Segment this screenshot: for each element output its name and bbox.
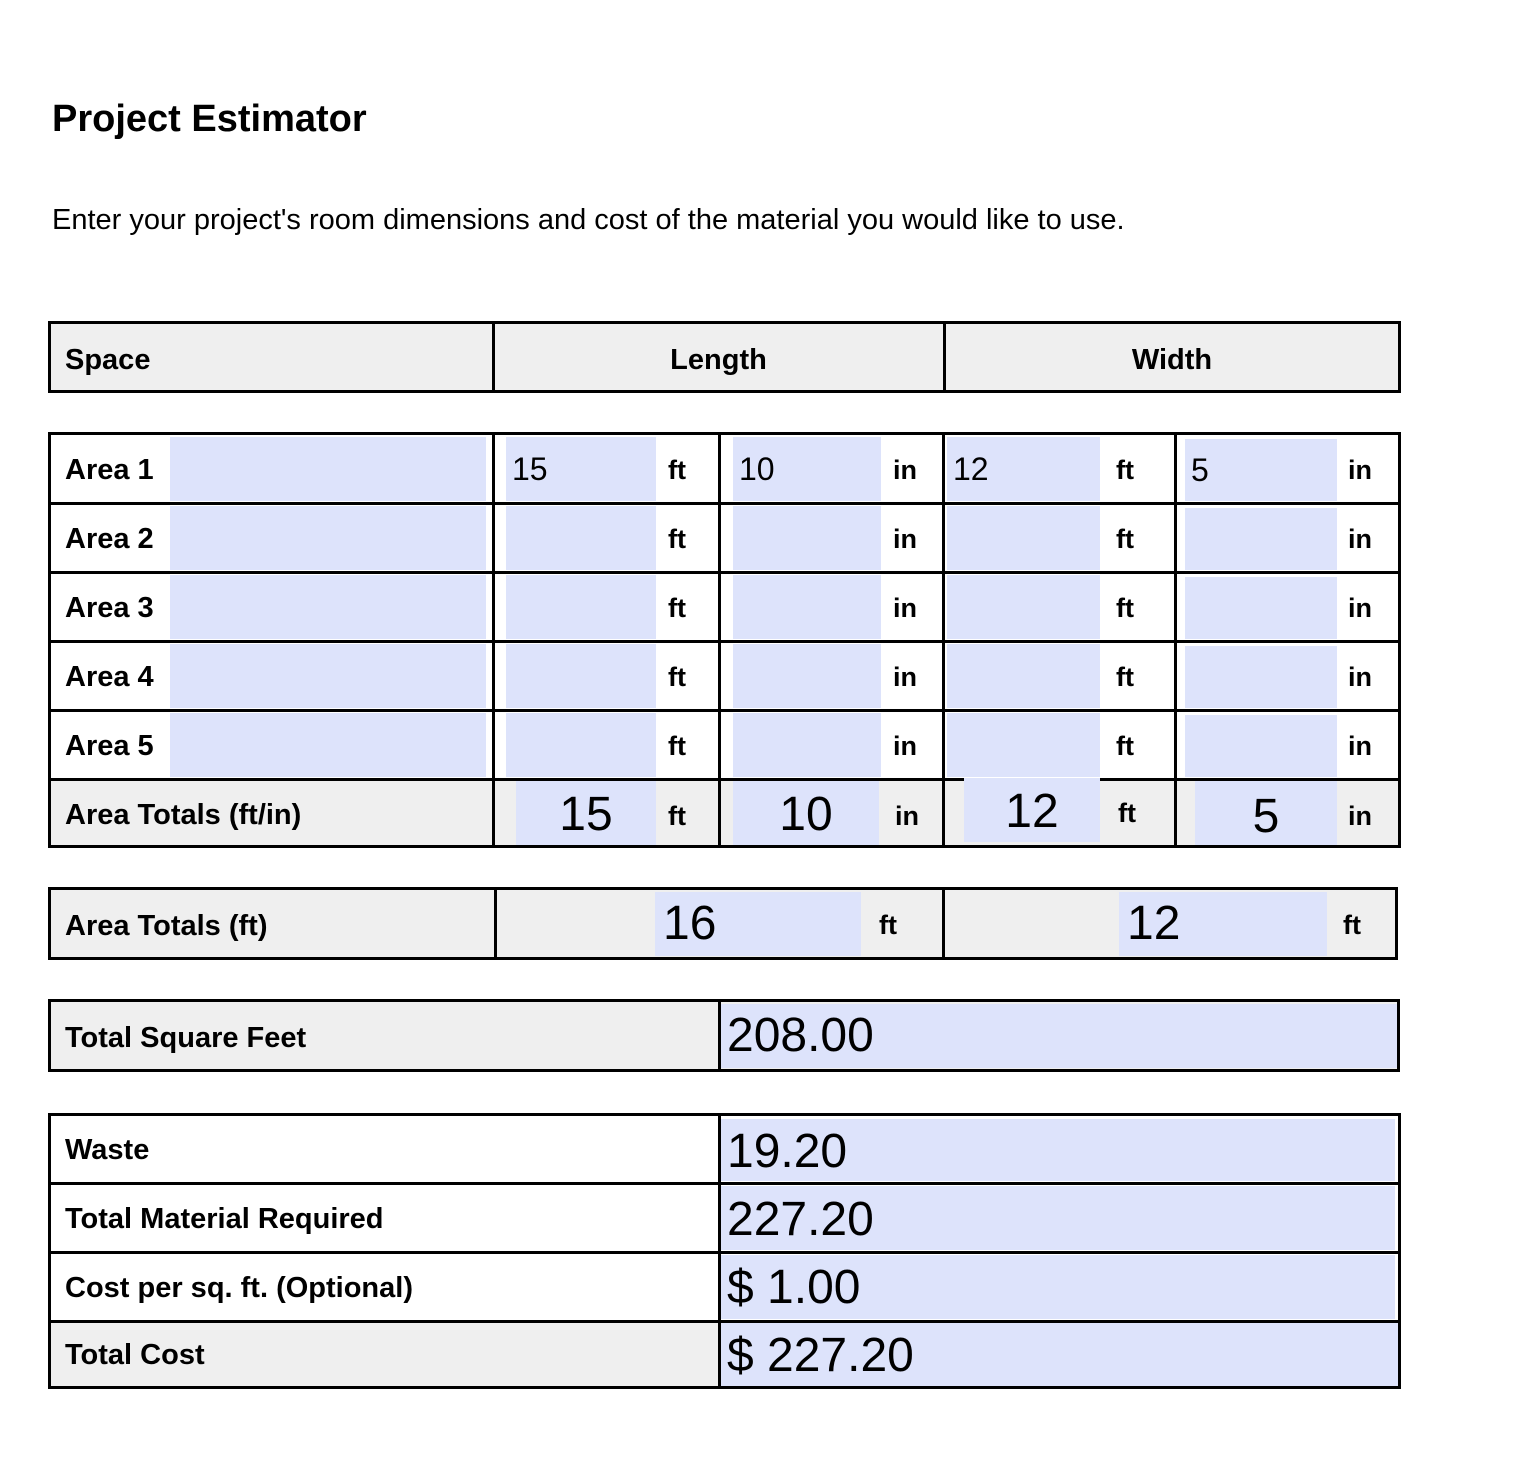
unit-ft: ft [1116, 455, 1134, 485]
areas-table [48, 432, 1401, 848]
width-in-input[interactable] [1185, 646, 1337, 708]
divider [492, 435, 495, 845]
length-in-input[interactable] [733, 437, 881, 501]
page-intro: Enter your project's room dimensions and cost of the material you would like to use. [52, 204, 1125, 236]
area-totals-ft-label: Area Totals (ft) [65, 910, 268, 942]
totals-width-ft: 12 [964, 778, 1100, 842]
unit-in: in [893, 662, 917, 692]
unit-in: in [893, 455, 917, 485]
width-ft-input[interactable] [947, 506, 1100, 570]
width-in-input[interactable] [1185, 577, 1337, 639]
total-cost-label: Total Cost [65, 1339, 205, 1371]
total-square-feet-row [48, 999, 1400, 1072]
summary-row [51, 1185, 1398, 1251]
total-square-feet-value: 208.00 [721, 1004, 1397, 1068]
area-name-input[interactable] [170, 575, 486, 639]
area-label: Area 3 [65, 592, 154, 624]
header-row [48, 321, 1401, 393]
unit-in: in [1348, 731, 1372, 761]
area-totals-width-ft: 12 [1119, 892, 1327, 956]
length-in-input[interactable] [733, 575, 881, 639]
divider [1174, 435, 1177, 845]
length-ft-input[interactable] [506, 575, 656, 639]
header-width: Width [1131, 344, 1213, 376]
summary-row [51, 1254, 1398, 1320]
unit-ft: ft [1116, 593, 1134, 623]
unit-in: in [1348, 662, 1372, 692]
unit-ft: ft [1116, 662, 1134, 692]
divider [51, 709, 1398, 712]
unit-ft: ft [668, 801, 686, 831]
width-in-input[interactable] [1185, 508, 1337, 570]
unit-in: in [1348, 524, 1372, 554]
total-material-label: Total Material Required [65, 1203, 384, 1235]
length-in-input[interactable] [733, 713, 881, 777]
area-name-input[interactable] [170, 437, 486, 501]
unit-ft: ft [1116, 524, 1134, 554]
summary-table [48, 1113, 1401, 1389]
width-ft-input[interactable] [947, 644, 1100, 708]
cost-per-sqft-label: Cost per sq. ft. (Optional) [65, 1272, 413, 1304]
total-square-feet-label: Total Square Feet [65, 1022, 307, 1054]
unit-ft: ft [668, 662, 686, 692]
area-name-input[interactable] [170, 713, 486, 777]
area-label: Area 2 [65, 523, 154, 555]
unit-ft: ft [1118, 798, 1136, 828]
width-in-input[interactable] [1185, 439, 1337, 501]
area-totals-ft-row [48, 887, 1398, 960]
header-length: Length [670, 344, 767, 376]
totals-length-in: 10 [733, 781, 879, 845]
unit-ft: ft [879, 910, 897, 940]
length-ft-input[interactable] [506, 506, 656, 570]
unit-in: in [895, 801, 919, 831]
area-totals-ftin-label: Area Totals (ft/in) [65, 799, 302, 831]
totals-length-ft: 15 [516, 781, 656, 845]
unit-ft: ft [668, 731, 686, 761]
width-ft-input[interactable] [947, 437, 1100, 501]
unit-in: in [1348, 801, 1372, 831]
length-ft-input[interactable] [506, 713, 656, 777]
unit-ft: ft [668, 524, 686, 554]
area-label: Area 4 [65, 661, 154, 693]
totals-width-in: 5 [1195, 781, 1337, 845]
area-name-input[interactable] [170, 506, 486, 570]
unit-ft: ft [668, 593, 686, 623]
length-ft-input[interactable] [506, 437, 656, 501]
unit-ft: ft [1343, 910, 1361, 940]
divider [718, 1116, 721, 1386]
header-space: Space [65, 344, 151, 376]
unit-in: in [1348, 455, 1372, 485]
area-label: Area 1 [65, 454, 154, 486]
divider [51, 571, 1398, 574]
unit-in: in [1348, 593, 1372, 623]
unit-in: in [893, 731, 917, 761]
length-in-input[interactable] [733, 506, 881, 570]
cost-per-sqft-input[interactable] [721, 1255, 1395, 1319]
divider [718, 435, 721, 845]
total-cost-value: $ 227.20 [721, 1323, 1398, 1386]
divider [51, 640, 1398, 643]
page-title: Project Estimator [52, 98, 367, 140]
length-ft-input[interactable] [506, 644, 656, 708]
width-ft-input[interactable] [947, 575, 1100, 639]
divider [494, 890, 497, 957]
waste-value: 19.20 [721, 1119, 1395, 1181]
length-in-input[interactable] [733, 644, 881, 708]
width-ft-input[interactable] [947, 713, 1100, 777]
unit-ft: ft [1116, 731, 1134, 761]
area-name-input[interactable] [170, 644, 486, 708]
waste-label: Waste [65, 1134, 150, 1166]
unit-in: in [893, 593, 917, 623]
divider [51, 502, 1398, 505]
unit-in: in [893, 524, 917, 554]
summary-row [51, 1116, 1398, 1183]
summary-row [51, 1323, 1398, 1386]
area-totals-length-ft: 16 [655, 892, 861, 956]
total-material-value: 227.20 [721, 1186, 1395, 1250]
divider [942, 435, 945, 845]
unit-ft: ft [668, 455, 686, 485]
divider [942, 890, 945, 957]
width-in-input[interactable] [1185, 715, 1337, 777]
area-label: Area 5 [65, 730, 154, 762]
